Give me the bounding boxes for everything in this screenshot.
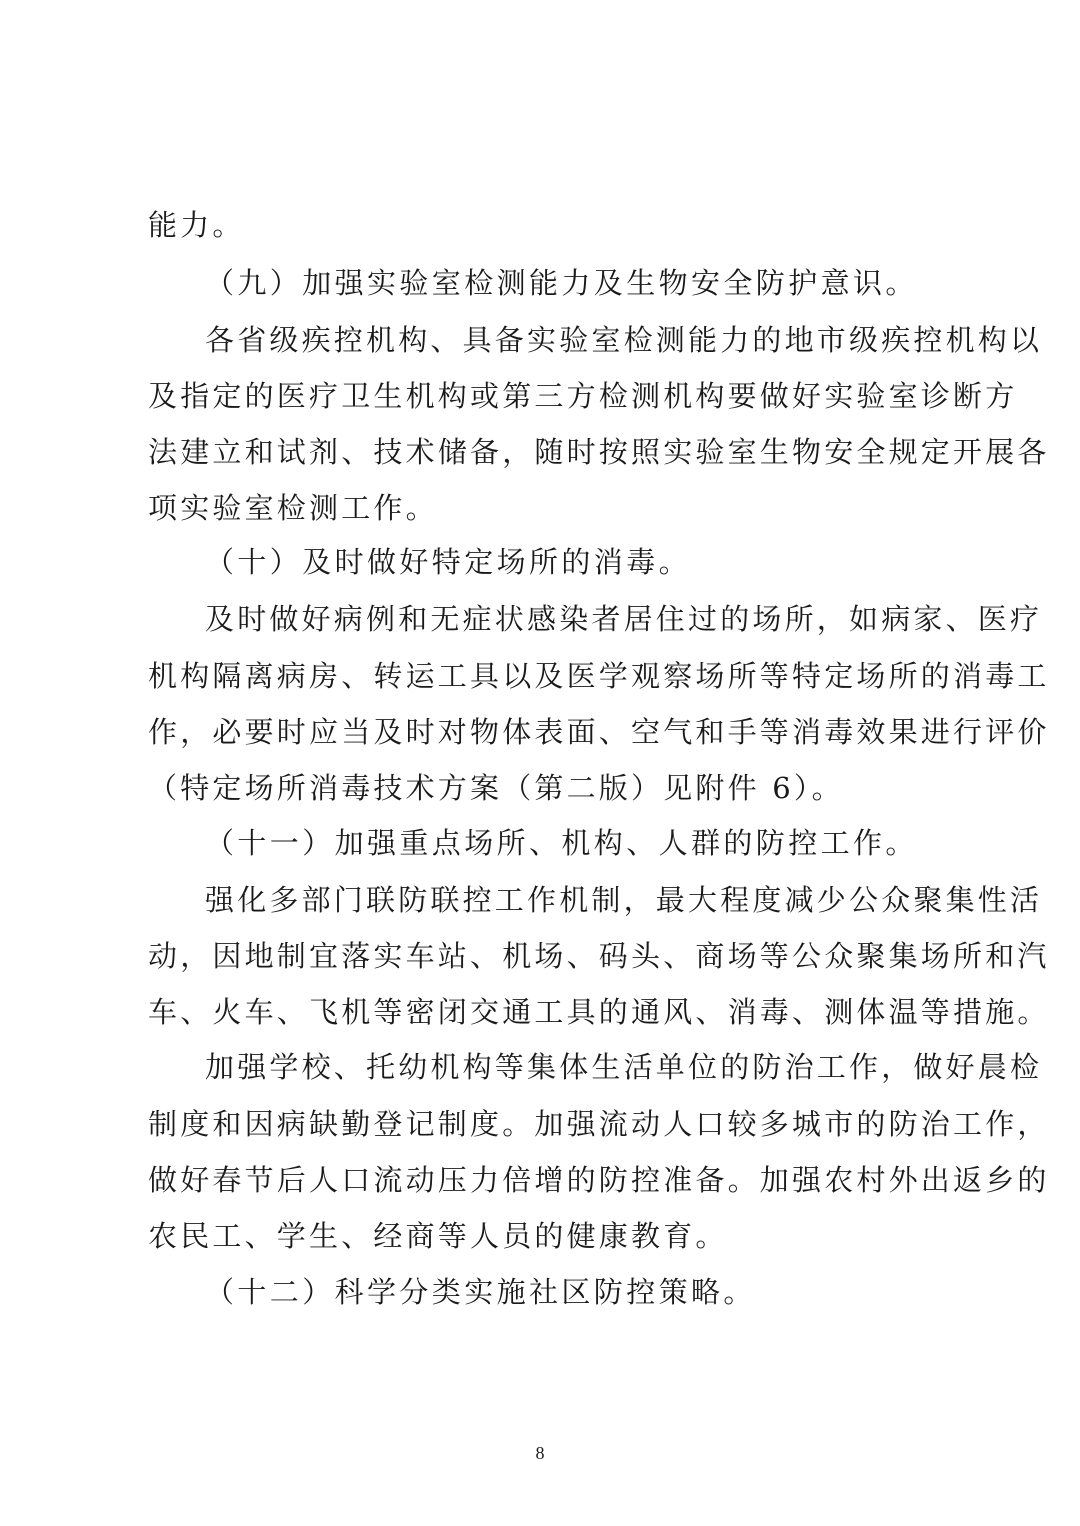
body-text-line: （特定场所消毒技术方案（第二版）见附件 6）。 <box>148 771 844 805</box>
body-text-line: 及指定的医疗卫生机构或第三方检测机构要做好实验室诊断方 <box>148 379 1018 413</box>
body-text-line: 农民工、学生、经商等人员的健康教育。 <box>148 1219 728 1253</box>
paragraph-first-line: 加强学校、托幼机构等集体生活单位的防治工作，做好晨检 <box>205 1050 1043 1084</box>
body-text-line: 制度和因病缺勤登记制度。加强流动人口较多城市的防治工作， <box>148 1107 1050 1141</box>
body-text-line: 机构隔离病房、转运工具以及医学观察场所等特定场所的消毒工 <box>148 659 1050 693</box>
paragraph-first-line: 各省级疾控机构、具备实验室检测能力的地市级疾控机构以 <box>205 323 1043 357</box>
section-heading-11: （十一）加强重点场所、机构、人群的防控工作。 <box>205 826 918 860</box>
section-heading-12: （十二）科学分类实施社区防控策略。 <box>205 1275 756 1309</box>
body-text-line: 能力。 <box>148 208 245 242</box>
body-text-line: 车、火车、飞机等密闭交通工具的通风、消毒、测体温等措施。 <box>148 995 1050 1029</box>
body-text-line: 项实验室检测工作。 <box>148 491 438 525</box>
section-heading-9: （九）加强实验室检测能力及生物安全防护意识。 <box>205 266 918 300</box>
page-number: 8 <box>535 1443 545 1463</box>
body-text-line: 做好春节后人口流动压力倍增的防控准备。加强农村外出返乡的 <box>148 1163 1050 1197</box>
body-text-line: 作，必要时应当及时对物体表面、空气和手等消毒效果进行评价 <box>148 715 1050 749</box>
body-text-line: 法建立和试剂、技术储备，随时按照实验室生物安全规定开展各 <box>148 435 1050 469</box>
body-text-line: 动，因地制宜落实车站、机场、码头、商场等公众聚集场所和汽 <box>148 939 1050 973</box>
paragraph-first-line: 强化多部门联防联控工作机制，最大程度减少公众聚集性活 <box>205 883 1043 917</box>
paragraph-first-line: 及时做好病例和无症状感染者居住过的场所，如病家、医疗 <box>205 602 1043 636</box>
section-heading-10: （十）及时做好特定场所的消毒。 <box>205 545 692 579</box>
